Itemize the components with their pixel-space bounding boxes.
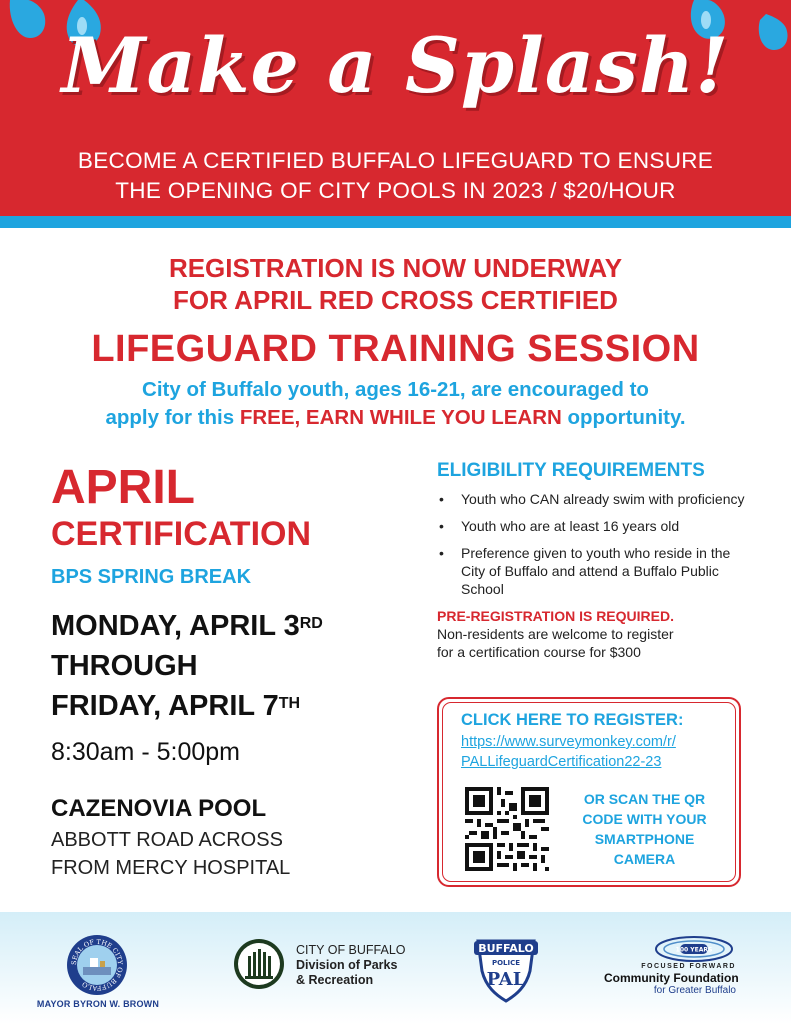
page-title: Make a Splash! [61,21,730,110]
eligibility-item: • Youth who are at least 16 years old [437,517,757,535]
register-box [437,697,741,887]
nonresident-line-1: Non-residents are welcome to register [437,626,674,642]
register-link[interactable] [461,732,676,772]
nonresident-line-2: for a certification course for $300 [437,644,641,660]
registration-line-2: FOR APRIL RED CROSS CERTIFIED [173,285,618,315]
spring-break-label: BPS SPRING BREAK [51,566,252,588]
pool-name: CAZENOVIA POOL [51,795,267,822]
intro-line-2-end: opportunity. [561,406,686,429]
mayor-name: MAYOR BYRON W. BROWN [36,999,160,1009]
svg-text:PAL: PAL [486,969,526,990]
certification-month: APRIL [51,461,195,514]
qr-code-icon[interactable] [465,787,549,871]
intro-line-1: City of Buffalo youth, ages 16-21, are encouraged to [142,378,649,401]
pool-location-line-1: ABBOTT ROAD ACROSS [51,829,283,851]
svg-text:POLICE: POLICE [491,959,521,967]
date-range [51,606,421,726]
eligibility-item: • Youth who CAN already swim with proficiency [437,490,757,508]
certification-label: CERTIFICATION [51,515,312,553]
parks-department-text: CITY OF BUFFALO Division of Parks & Recreation [296,943,406,987]
start-date: MONDAY, APRIL 3RD [51,610,323,642]
register-link-line-1[interactable]: https://www.surveymonkey.com/r/ [461,734,676,750]
subtitle-line-2: THE OPENING OF CITY POOLS IN 2023 / $20/HOUR [115,178,676,203]
subtitle-line-1: BECOME A CERTIFIED BUFFALO LIFEGUARD TO ENSURE [77,148,714,173]
eligibility-heading: ELIGIBILITY REQUIREMENTS [437,460,705,481]
pool-location-line-2: FROM MERCY HOSPITAL [51,857,291,879]
svg-text:100 YEARS: 100 YEARS [675,946,713,954]
svg-text:BUFFALO: BUFFALO [478,942,534,955]
eligibility-item: • Preference given to youth who reside in the City of Buffalo and attend a Buffalo Public School [437,544,757,598]
certification-details [51,462,421,882]
parks-tree-logo [233,938,285,990]
svg-text:SEAL OF THE CITY OF BUFFALO: SEAL OF THE CITY OF BUFFALO [69,937,125,993]
training-session-heading: LIFEGUARD TRAINING SESSION [91,328,700,370]
session-time: 8:30am - 5:00pm [51,738,240,766]
intro-line-2 [0,404,791,432]
community-foundation-text: FOCUSED FORWARD Community Foundation for Greater Buffalo [604,963,739,996]
pool-location [51,826,421,882]
registration-heading [0,252,791,316]
header-stripe [0,216,791,228]
eligibility-list [437,490,757,598]
city-seal-logo [66,934,128,996]
intro-line-2-start: apply for this [105,406,240,429]
community-foundation-logo [652,935,736,963]
header-subtitle [20,146,771,206]
eligibility-section [437,458,757,661]
register-link-line-2[interactable]: PALLifeguardCertification22-23 [461,754,662,770]
preregistration-notice: PRE-REGISTRATION IS REQUIRED. [437,608,674,624]
buffalo-police-pal-badge-logo [470,935,542,1003]
intro-highlight: FREE, EARN WHILE YOU LEARN [239,406,562,429]
registration-line-1: REGISTRATION IS NOW UNDERWAY [168,253,623,283]
scan-qr-instructions: OR SCAN THE QR CODE WITH YOUR SMARTPHONE CAMERA [582,791,707,867]
intro-text [0,376,791,432]
register-heading[interactable]: CLICK HERE TO REGISTER: [461,711,684,729]
through-label: THROUGH [51,650,198,682]
end-date: FRIDAY, APRIL 7TH [51,690,301,722]
